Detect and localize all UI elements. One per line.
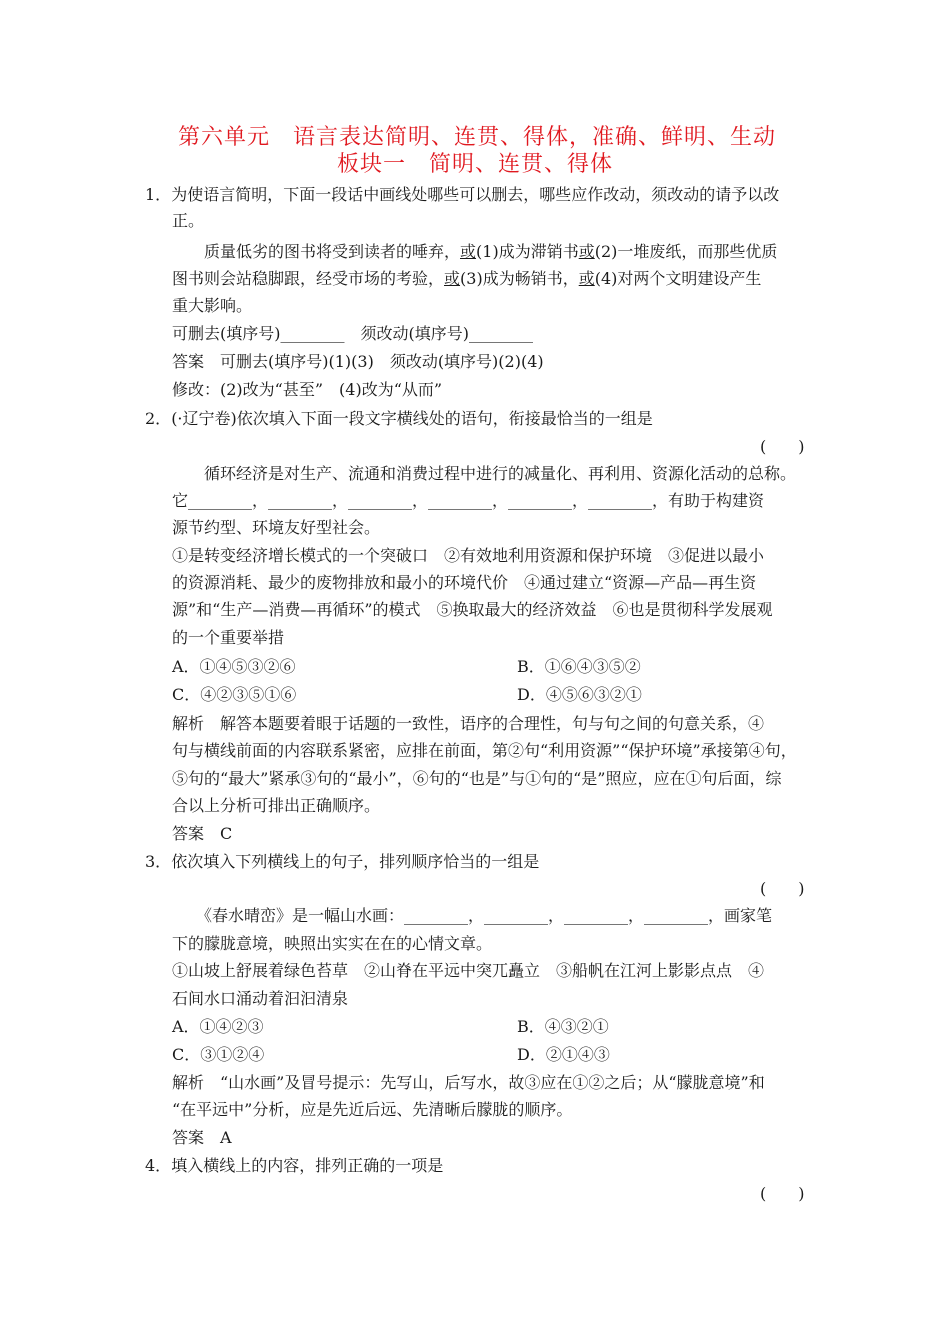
question-1-passage: 图书则会站稳脚跟，经受市场的考验，或(3)成为畅销书，或(4)对两个文明建设产生 (172, 269, 762, 288)
question-2-options (172, 683, 862, 707)
option-c: C．③①②④ (172, 1045, 265, 1064)
option-d: D．②①④③ (517, 1045, 610, 1064)
section-title: 板块一 简明、连贯、得体 (336, 152, 613, 177)
option-b: B．①⑥④③⑤② (517, 657, 641, 676)
question-1-answer: 答案 可删去(填序号)(1)(3) 须改动(填序号)(2)(4) (172, 352, 544, 371)
question-1-stem: 1．为使语言简明，下面一段话中画线处哪些可以删去，哪些应作改动，须改动的请予以改 (145, 185, 780, 204)
question-2-analysis: 解析 解答本题要着眼于话题的一致性，语序的合理性，句与句之间的句意关系，④ (172, 714, 765, 733)
question-3-options (172, 1043, 862, 1067)
question-2-analysis: 句与横线前面的内容联系紧密，应排在前面，第②句“利用资源”“保护环境”承接第④句， (172, 741, 797, 760)
option-a: A．①④⑤③②⑥ (172, 657, 296, 676)
question-3-analysis: 解析 “山水画”及冒号提示：先写山，后写水，故③应在①②之后；从“朦胧意境”和 (172, 1073, 765, 1092)
option-b: B．④③②① (517, 1017, 609, 1036)
option-a: A．①④②③ (172, 1017, 264, 1036)
question-2-sentences: 的一个重要举措 (172, 628, 285, 647)
answer-bracket: ( ) (760, 1184, 805, 1203)
question-2-analysis: ⑤句的“最大”紧承③句的“最小”，⑥句的“也是”与①句的“是”照应，应在①句后面，综 (172, 769, 782, 788)
question-1-passage: 质量低劣的图书将受到读者的唾弃，或(1)成为滞销书或(2)一堆废纸，而那些优质 (172, 242, 778, 261)
question-3-analysis: “在平远中”分析，应是先近后远、先清晰后朦胧的顺序。 (172, 1100, 573, 1119)
question-2-sentences: 的资源消耗、最少的废物排放和最小的环境代价 ④通过建立“资源—产品—再生资 (172, 573, 757, 592)
question-2-sentences: ①是转变经济增长模式的一个突破口 ②有效地利用资源和保护环境 ③促进以最小 (172, 546, 765, 565)
question-2-analysis: 合以上分析可排出正确顺序。 (172, 796, 381, 815)
question-1-passage: 重大影响。 (172, 296, 253, 315)
question-1-fix: 修改：(2)改为“甚至” (4)改为“从而” (172, 380, 443, 399)
question-3-stem: 3．依次填入下列横线上的句子，排列顺序恰当的一组是 (145, 852, 540, 871)
question-2-sentences: 源”和“生产—消费—再循环”的模式 ⑤换取最大的经济效益 ⑥也是贯彻科学发展观 (172, 600, 773, 619)
question-1-fill-blank: 可删去(填序号)________ 须改动(填序号)________ (172, 324, 533, 343)
question-3-sentences: ①山坡上舒展着绿色苔草 ②山脊在平远中突兀矗立 ③船帆在江河上影影点点 ④ (172, 961, 765, 980)
question-1-stem-cont: 正。 (172, 211, 205, 230)
question-3-options (172, 1015, 862, 1039)
option-d: D．④⑤⑥③②① (517, 685, 642, 704)
question-3-passage: 下的朦胧意境，映照出实实在在的心情文章。 (172, 934, 493, 953)
question-2-stem: 2．(·辽宁卷)依次填入下面一段文字横线处的语句，衔接最恰当的一组是 (145, 409, 653, 428)
question-3-sentences: 石间水口涌动着汩汩清泉 (172, 989, 349, 1008)
question-2-passage: 循环经济是对生产、流通和消费过程中进行的减量化、再利用、资源化活动的总称。 (172, 464, 797, 483)
option-c: C．④②③⑤①⑥ (172, 685, 297, 704)
question-3-answer: 答案 A (172, 1128, 232, 1147)
question-3-passage: 《春水晴峦》是一幅山水画：________，________，________，________，画家笔 (172, 906, 773, 925)
answer-bracket: ( ) (760, 437, 805, 456)
answer-bracket: ( ) (760, 879, 805, 898)
question-4-stem: 4．填入横线上的内容，排列正确的一项是 (145, 1156, 444, 1175)
question-2-answer: 答案 C (172, 824, 233, 843)
question-2-passage: 它________，________，________，________，________，________，有助于构建资 (172, 491, 765, 510)
question-2-options (172, 655, 862, 679)
unit-title: 第六单元 语言表达简明、连贯、得体，准确、鲜明、生动 (177, 125, 776, 150)
question-2-passage: 源节约型、环境友好型社会。 (172, 518, 381, 537)
